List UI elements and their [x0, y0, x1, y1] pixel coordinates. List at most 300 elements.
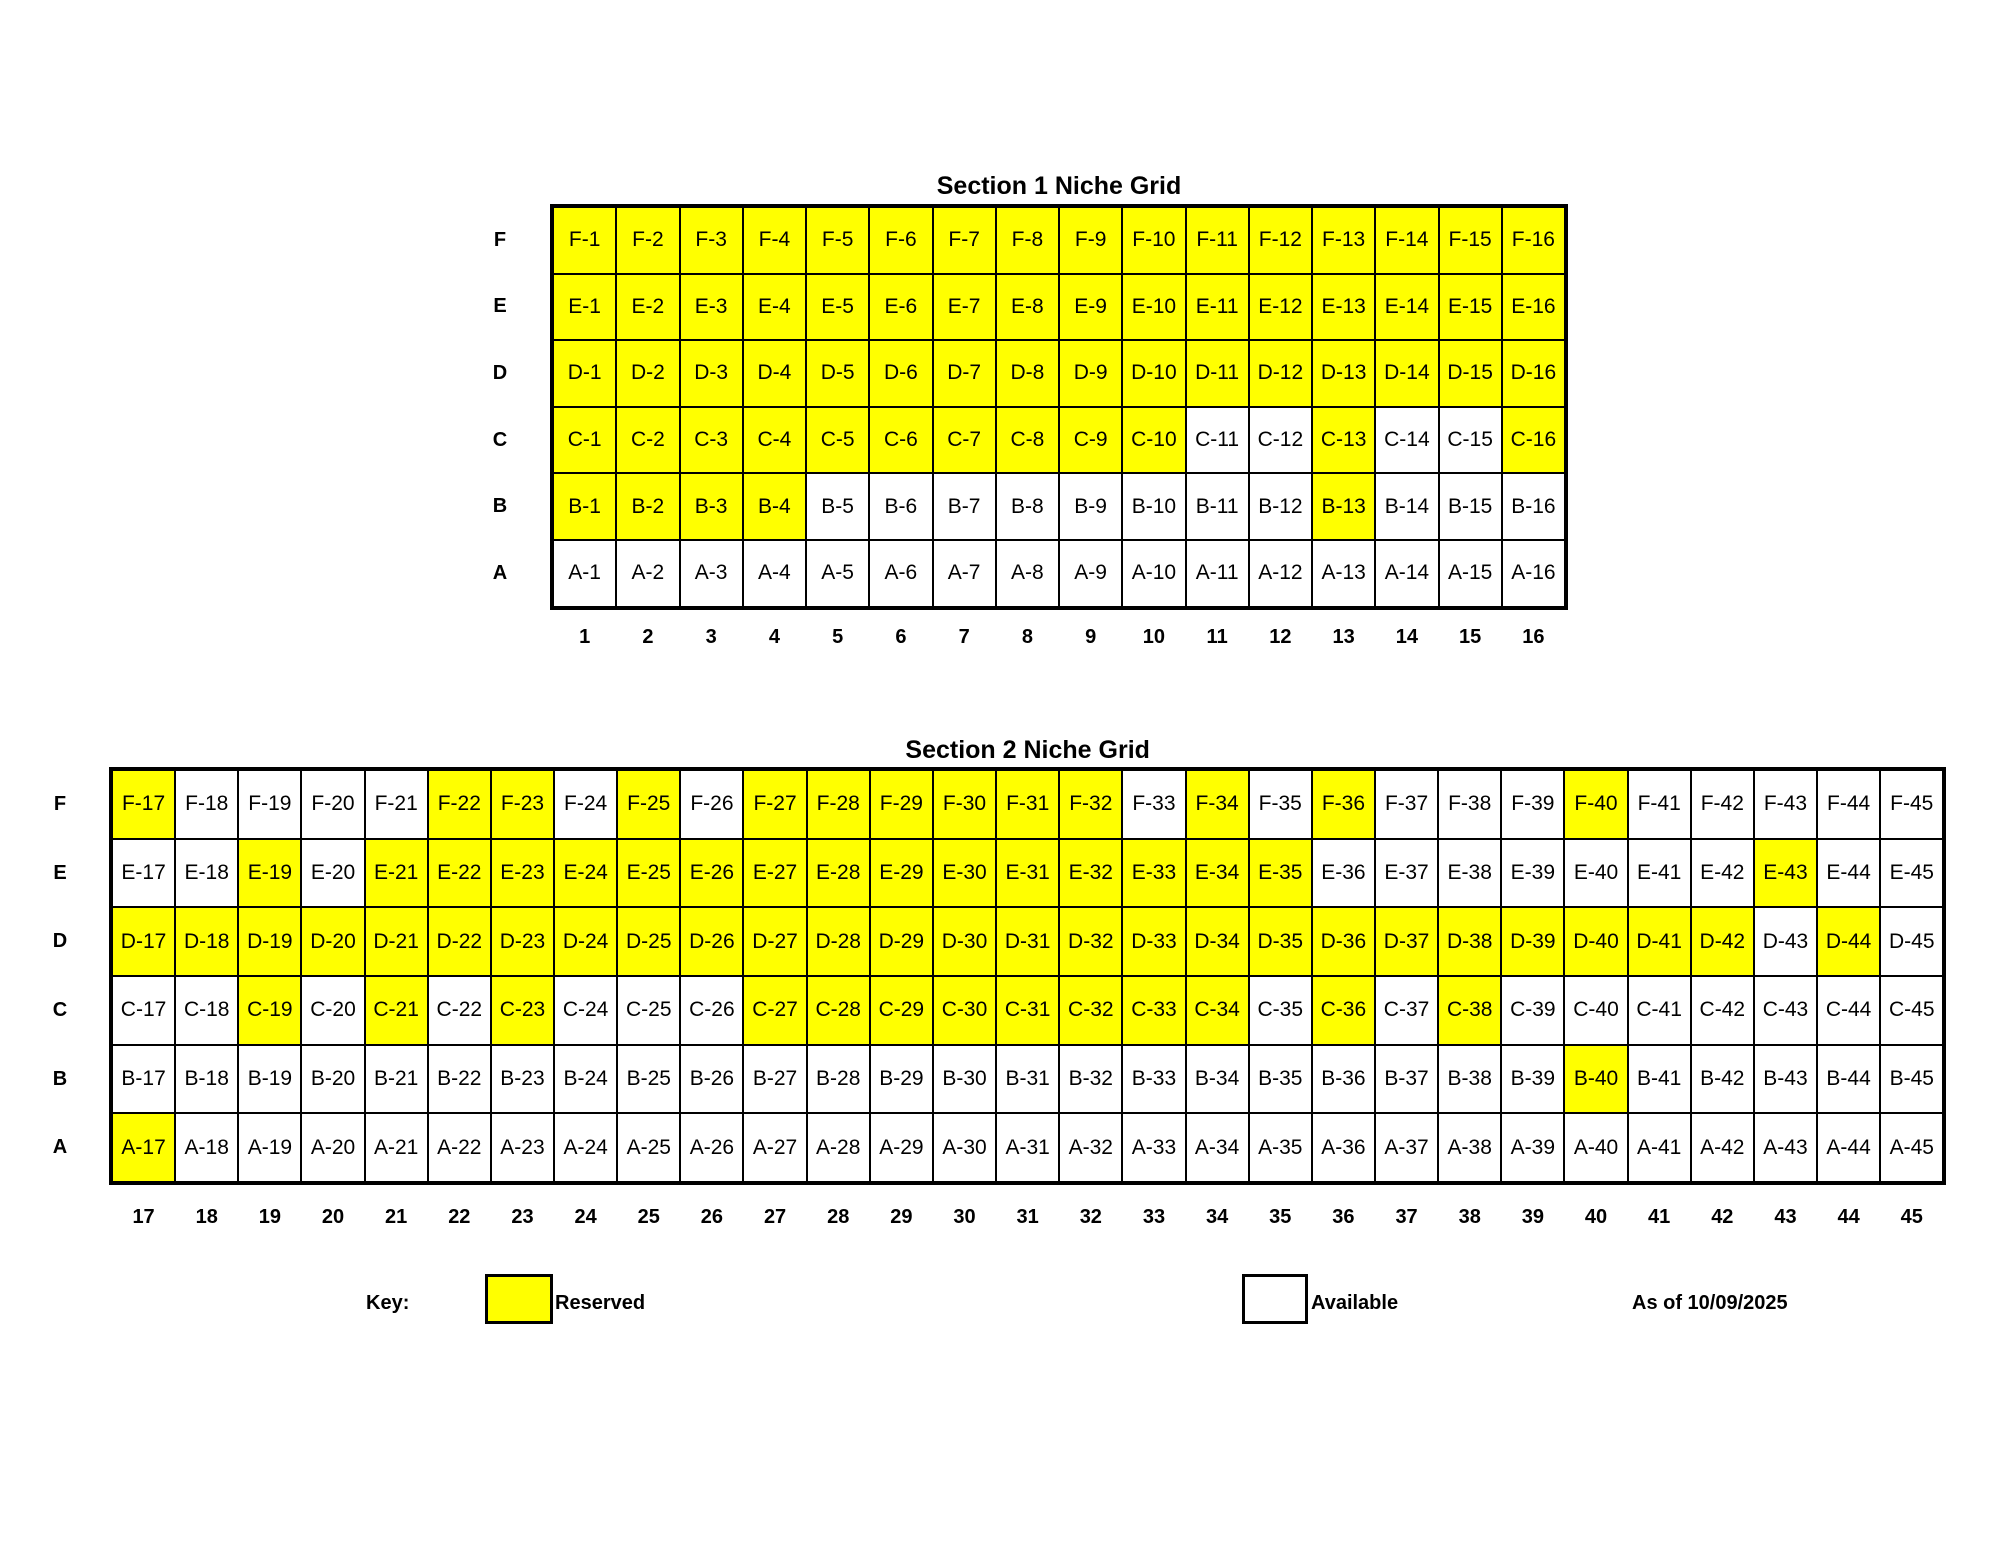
niche-cell-d-25: D-25 [617, 907, 680, 976]
row-label-f: F [493, 228, 507, 251]
column-label-32: 32 [1079, 1205, 1102, 1228]
niche-cell-c-10: C-10 [1122, 407, 1185, 474]
niche-cell-e-9: E-9 [1059, 274, 1122, 341]
niche-cell-b-45: B-45 [1880, 1045, 1943, 1114]
niche-cell-a-21: A-21 [365, 1113, 428, 1182]
niche-cell-f-41: F-41 [1628, 770, 1691, 839]
niche-cell-b-42: B-42 [1691, 1045, 1754, 1114]
niche-cell-d-15: D-15 [1439, 340, 1502, 407]
niche-cell-f-5: F-5 [806, 207, 869, 274]
niche-cell-c-39: C-39 [1501, 976, 1564, 1045]
niche-cell-b-11: B-11 [1186, 473, 1249, 540]
niche-cell-f-32: F-32 [1059, 770, 1122, 839]
column-label-24: 24 [574, 1205, 597, 1228]
niche-cell-d-5: D-5 [806, 340, 869, 407]
niche-cell-c-9: C-9 [1059, 407, 1122, 474]
reserved-label: Reserved [555, 1292, 646, 1314]
niche-cell-a-32: A-32 [1059, 1113, 1122, 1182]
niche-cell-a-26: A-26 [680, 1113, 743, 1182]
niche-cell-e-2: E-2 [616, 274, 679, 341]
niche-cell-a-2: A-2 [616, 540, 679, 607]
column-label-7: 7 [958, 625, 970, 648]
niche-cell-b-15: B-15 [1439, 473, 1502, 540]
niche-cell-c-1: C-1 [553, 407, 616, 474]
column-label-39: 39 [1521, 1205, 1544, 1228]
niche-cell-c-18: C-18 [175, 976, 238, 1045]
niche-cell-e-33: E-33 [1122, 839, 1185, 908]
niche-cell-d-28: D-28 [807, 907, 870, 976]
niche-cell-a-30: A-30 [933, 1113, 996, 1182]
niche-cell-b-40: B-40 [1564, 1045, 1627, 1114]
niche-cell-c-30: C-30 [933, 976, 996, 1045]
niche-cell-d-33: D-33 [1122, 907, 1185, 976]
niche-cell-c-3: C-3 [680, 407, 743, 474]
niche-cell-e-7: E-7 [933, 274, 996, 341]
niche-cell-a-18: A-18 [175, 1113, 238, 1182]
niche-cell-f-9: F-9 [1059, 207, 1122, 274]
niche-cell-e-24: E-24 [554, 839, 617, 908]
niche-cell-e-37: E-37 [1375, 839, 1438, 908]
niche-cell-f-4: F-4 [743, 207, 806, 274]
niche-cell-d-3: D-3 [680, 340, 743, 407]
niche-cell-d-27: D-27 [743, 907, 806, 976]
niche-cell-b-10: B-10 [1122, 473, 1185, 540]
niche-cell-c-44: C-44 [1817, 976, 1880, 1045]
column-label-16: 16 [1522, 625, 1545, 648]
niche-cell-c-2: C-2 [616, 407, 679, 474]
niche-cell-e-22: E-22 [428, 839, 491, 908]
niche-cell-f-19: F-19 [238, 770, 301, 839]
niche-cell-b-32: B-32 [1059, 1045, 1122, 1114]
niche-cell-f-25: F-25 [617, 770, 680, 839]
column-label-30: 30 [953, 1205, 976, 1228]
niche-cell-b-5: B-5 [806, 473, 869, 540]
available-label: Available [1311, 1292, 1399, 1314]
column-label-14: 14 [1395, 625, 1418, 648]
row-label-c: C [492, 428, 508, 451]
column-label-21: 21 [385, 1205, 408, 1228]
niche-cell-d-45: D-45 [1880, 907, 1943, 976]
niche-cell-b-25: B-25 [617, 1045, 680, 1114]
niche-cell-c-22: C-22 [428, 976, 491, 1045]
column-label-22: 22 [448, 1205, 471, 1228]
niche-cell-b-39: B-39 [1501, 1045, 1564, 1114]
niche-cell-e-14: E-14 [1375, 274, 1438, 341]
niche-cell-a-11: A-11 [1186, 540, 1249, 607]
niche-cell-b-34: B-34 [1186, 1045, 1249, 1114]
niche-cell-d-16: D-16 [1502, 340, 1565, 407]
niche-cell-b-31: B-31 [996, 1045, 1059, 1114]
niche-cell-e-17: E-17 [112, 839, 175, 908]
niche-cell-b-4: B-4 [743, 473, 806, 540]
niche-cell-b-9: B-9 [1059, 473, 1122, 540]
niche-cell-a-40: A-40 [1564, 1113, 1627, 1182]
niche-cell-b-23: B-23 [491, 1045, 554, 1114]
niche-cell-a-20: A-20 [301, 1113, 364, 1182]
niche-cell-c-24: C-24 [554, 976, 617, 1045]
niche-cell-e-10: E-10 [1122, 274, 1185, 341]
niche-cell-f-35: F-35 [1249, 770, 1312, 839]
niche-cell-f-27: F-27 [743, 770, 806, 839]
niche-cell-f-15: F-15 [1439, 207, 1502, 274]
niche-cell-f-43: F-43 [1754, 770, 1817, 839]
niche-cell-a-38: A-38 [1438, 1113, 1501, 1182]
niche-cell-a-41: A-41 [1628, 1113, 1691, 1182]
niche-cell-d-6: D-6 [869, 340, 932, 407]
niche-cell-b-7: B-7 [933, 473, 996, 540]
niche-cell-a-17: A-17 [112, 1113, 175, 1182]
niche-cell-b-33: B-33 [1122, 1045, 1185, 1114]
column-label-25: 25 [637, 1205, 660, 1228]
niche-cell-b-43: B-43 [1754, 1045, 1817, 1114]
niche-cell-d-10: D-10 [1122, 340, 1185, 407]
niche-cell-d-1: D-1 [553, 340, 616, 407]
niche-cell-a-5: A-5 [806, 540, 869, 607]
niche-cell-a-24: A-24 [554, 1113, 617, 1182]
column-label-17: 17 [132, 1205, 155, 1228]
niche-cell-c-8: C-8 [996, 407, 1059, 474]
niche-cell-f-8: F-8 [996, 207, 1059, 274]
column-label-12: 12 [1269, 625, 1292, 648]
row-label-d: D [492, 361, 508, 384]
niche-cell-a-8: A-8 [996, 540, 1059, 607]
column-label-44: 44 [1837, 1205, 1860, 1228]
niche-cell-d-42: D-42 [1691, 907, 1754, 976]
column-label-27: 27 [763, 1205, 787, 1228]
column-label-33: 33 [1142, 1205, 1166, 1228]
niche-cell-a-19: A-19 [238, 1113, 301, 1182]
niche-cell-c-38: C-38 [1438, 976, 1501, 1045]
niche-cell-d-20: D-20 [301, 907, 364, 976]
niche-cell-e-31: E-31 [996, 839, 1059, 908]
niche-cell-f-10: F-10 [1122, 207, 1185, 274]
niche-cell-f-3: F-3 [680, 207, 743, 274]
niche-cell-f-38: F-38 [1438, 770, 1501, 839]
niche-cell-c-15: C-15 [1439, 407, 1502, 474]
niche-cell-c-31: C-31 [996, 976, 1059, 1045]
row-label-a: A [52, 1136, 68, 1159]
niche-cell-f-30: F-30 [933, 770, 996, 839]
niche-cell-c-20: C-20 [301, 976, 364, 1045]
row-label-d: D [52, 930, 68, 953]
column-label-4: 4 [768, 625, 780, 648]
niche-cell-a-29: A-29 [870, 1113, 933, 1182]
niche-cell-c-26: C-26 [680, 976, 743, 1045]
niche-cell-a-10: A-10 [1122, 540, 1185, 607]
niche-cell-b-16: B-16 [1502, 473, 1565, 540]
niche-cell-a-12: A-12 [1249, 540, 1312, 607]
niche-cell-a-9: A-9 [1059, 540, 1122, 607]
niche-cell-e-29: E-29 [870, 839, 933, 908]
niche-cell-a-39: A-39 [1501, 1113, 1564, 1182]
column-label-2: 2 [642, 625, 654, 648]
niche-cell-a-34: A-34 [1186, 1113, 1249, 1182]
niche-cell-d-17: D-17 [112, 907, 175, 976]
column-label-6: 6 [895, 625, 907, 648]
niche-cell-f-36: F-36 [1312, 770, 1375, 839]
niche-cell-b-18: B-18 [175, 1045, 238, 1114]
niche-cell-b-21: B-21 [365, 1045, 428, 1114]
niche-cell-b-29: B-29 [870, 1045, 933, 1114]
column-label-28: 28 [827, 1205, 850, 1228]
niche-cell-b-36: B-36 [1312, 1045, 1375, 1114]
niche-cell-b-17: B-17 [112, 1045, 175, 1114]
row-label-e: E [53, 861, 67, 884]
niche-cell-f-45: F-45 [1880, 770, 1943, 839]
column-label-15: 15 [1459, 625, 1482, 648]
niche-cell-f-7: F-7 [933, 207, 996, 274]
niche-cell-b-38: B-38 [1438, 1045, 1501, 1114]
niche-cell-f-14: F-14 [1375, 207, 1438, 274]
niche-cell-d-21: D-21 [365, 907, 428, 976]
niche-cell-e-36: E-36 [1312, 839, 1375, 908]
niche-cell-e-40: E-40 [1564, 839, 1627, 908]
niche-cell-c-43: C-43 [1754, 976, 1817, 1045]
niche-cell-e-44: E-44 [1817, 839, 1880, 908]
column-label-29: 29 [890, 1205, 913, 1228]
column-label-34: 34 [1205, 1205, 1229, 1228]
niche-cell-c-29: C-29 [870, 976, 933, 1045]
niche-cell-f-21: F-21 [365, 770, 428, 839]
niche-cell-f-13: F-13 [1312, 207, 1375, 274]
niche-cell-a-22: A-22 [428, 1113, 491, 1182]
niche-cell-e-16: E-16 [1502, 274, 1565, 341]
niche-cell-d-4: D-4 [743, 340, 806, 407]
niche-cell-b-8: B-8 [996, 473, 1059, 540]
niche-cell-f-28: F-28 [807, 770, 870, 839]
niche-cell-b-1: B-1 [553, 473, 616, 540]
niche-cell-f-40: F-40 [1564, 770, 1627, 839]
column-label-19: 19 [258, 1205, 281, 1228]
niche-cell-d-7: D-7 [933, 340, 996, 407]
niche-cell-d-36: D-36 [1312, 907, 1375, 976]
niche-cell-d-30: D-30 [933, 907, 996, 976]
niche-cell-b-22: B-22 [428, 1045, 491, 1114]
niche-cell-d-40: D-40 [1564, 907, 1627, 976]
niche-cell-c-40: C-40 [1564, 976, 1627, 1045]
niche-cell-c-36: C-36 [1312, 976, 1375, 1045]
niche-cell-b-27: B-27 [743, 1045, 806, 1114]
niche-cell-b-30: B-30 [933, 1045, 996, 1114]
niche-cell-a-14: A-14 [1375, 540, 1438, 607]
niche-cell-a-15: A-15 [1439, 540, 1502, 607]
column-label-5: 5 [832, 625, 844, 648]
niche-cell-c-37: C-37 [1375, 976, 1438, 1045]
niche-cell-c-45: C-45 [1880, 976, 1943, 1045]
niche-cell-c-33: C-33 [1122, 976, 1185, 1045]
column-label-31: 31 [1016, 1205, 1039, 1228]
niche-cell-d-18: D-18 [175, 907, 238, 976]
niche-cell-a-27: A-27 [743, 1113, 806, 1182]
available-swatch [1242, 1274, 1308, 1324]
niche-cell-d-39: D-39 [1501, 907, 1564, 976]
niche-cell-d-24: D-24 [554, 907, 617, 976]
niche-cell-d-8: D-8 [996, 340, 1059, 407]
niche-cell-d-11: D-11 [1186, 340, 1249, 407]
niche-cell-a-13: A-13 [1312, 540, 1375, 607]
niche-cell-c-42: C-42 [1691, 976, 1754, 1045]
niche-cell-e-32: E-32 [1059, 839, 1122, 908]
niche-cell-b-24: B-24 [554, 1045, 617, 1114]
column-label-36: 36 [1332, 1205, 1355, 1228]
column-label-37: 37 [1395, 1205, 1418, 1228]
niche-cell-c-19: C-19 [238, 976, 301, 1045]
niche-cell-d-22: D-22 [428, 907, 491, 976]
niche-cell-f-29: F-29 [870, 770, 933, 839]
niche-cell-c-25: C-25 [617, 976, 680, 1045]
column-label-10: 10 [1142, 625, 1165, 648]
niche-cell-a-43: A-43 [1754, 1113, 1817, 1182]
niche-cell-b-6: B-6 [869, 473, 932, 540]
niche-cell-c-11: C-11 [1186, 407, 1249, 474]
niche-cell-e-30: E-30 [933, 839, 996, 908]
niche-cell-c-35: C-35 [1249, 976, 1312, 1045]
niche-cell-a-44: A-44 [1817, 1113, 1880, 1182]
column-label-23: 23 [511, 1205, 534, 1228]
niche-cell-b-44: B-44 [1817, 1045, 1880, 1114]
niche-cell-e-39: E-39 [1501, 839, 1564, 908]
niche-cell-c-34: C-34 [1186, 976, 1249, 1045]
niche-cell-b-28: B-28 [807, 1045, 870, 1114]
column-label-40: 40 [1584, 1205, 1608, 1228]
niche-cell-b-12: B-12 [1249, 473, 1312, 540]
niche-cell-e-6: E-6 [869, 274, 932, 341]
niche-cell-f-22: F-22 [428, 770, 491, 839]
niche-cell-e-20: E-20 [301, 839, 364, 908]
niche-cell-a-3: A-3 [680, 540, 743, 607]
reserved-swatch [485, 1274, 553, 1324]
niche-cell-e-3: E-3 [680, 274, 743, 341]
niche-cell-f-6: F-6 [869, 207, 932, 274]
niche-cell-a-25: A-25 [617, 1113, 680, 1182]
niche-cell-f-31: F-31 [996, 770, 1059, 839]
niche-cell-e-26: E-26 [680, 839, 743, 908]
niche-cell-d-12: D-12 [1249, 340, 1312, 407]
niche-cell-e-8: E-8 [996, 274, 1059, 341]
niche-cell-e-18: E-18 [175, 839, 238, 908]
niche-cell-b-41: B-41 [1628, 1045, 1691, 1114]
niche-cell-e-12: E-12 [1249, 274, 1312, 341]
niche-cell-e-19: E-19 [238, 839, 301, 908]
column-label-8: 8 [1021, 625, 1033, 648]
as-of-date: As of 10/09/2025 [1632, 1292, 1788, 1314]
niche-cell-f-20: F-20 [301, 770, 364, 839]
niche-cell-e-27: E-27 [743, 839, 806, 908]
niche-cell-b-37: B-37 [1375, 1045, 1438, 1114]
niche-cell-d-23: D-23 [491, 907, 554, 976]
column-label-43: 43 [1774, 1205, 1797, 1228]
niche-cell-a-45: A-45 [1880, 1113, 1943, 1182]
niche-cell-c-27: C-27 [743, 976, 806, 1045]
row-label-a: A [492, 561, 508, 584]
niche-cell-f-33: F-33 [1122, 770, 1185, 839]
niche-cell-d-37: D-37 [1375, 907, 1438, 976]
niche-cell-b-13: B-13 [1312, 473, 1375, 540]
niche-cell-e-45: E-45 [1880, 839, 1943, 908]
niche-cell-b-35: B-35 [1249, 1045, 1312, 1114]
niche-cell-f-18: F-18 [175, 770, 238, 839]
row-label-b: B [52, 1067, 68, 1090]
niche-cell-c-12: C-12 [1249, 407, 1312, 474]
niche-cell-f-1: F-1 [553, 207, 616, 274]
niche-cell-e-5: E-5 [806, 274, 869, 341]
niche-cell-d-32: D-32 [1059, 907, 1122, 976]
niche-cell-d-38: D-38 [1438, 907, 1501, 976]
row-label-b: B [492, 495, 508, 518]
niche-cell-f-44: F-44 [1817, 770, 1880, 839]
niche-cell-a-28: A-28 [807, 1113, 870, 1182]
niche-cell-c-23: C-23 [491, 976, 554, 1045]
niche-cell-f-17: F-17 [112, 770, 175, 839]
niche-grid [550, 204, 1568, 610]
column-label-41: 41 [1648, 1205, 1671, 1228]
column-label-18: 18 [195, 1205, 218, 1228]
niche-cell-b-20: B-20 [301, 1045, 364, 1114]
niche-cell-e-21: E-21 [365, 839, 428, 908]
niche-cell-e-4: E-4 [743, 274, 806, 341]
niche-cell-c-17: C-17 [112, 976, 175, 1045]
niche-cell-e-15: E-15 [1439, 274, 1502, 341]
niche-cell-b-2: B-2 [616, 473, 679, 540]
niche-cell-c-21: C-21 [365, 976, 428, 1045]
niche-cell-c-16: C-16 [1502, 407, 1565, 474]
niche-cell-e-1: E-1 [553, 274, 616, 341]
niche-cell-e-28: E-28 [807, 839, 870, 908]
niche-cell-e-35: E-35 [1249, 839, 1312, 908]
niche-cell-c-41: C-41 [1628, 976, 1691, 1045]
niche-cell-a-35: A-35 [1249, 1113, 1312, 1182]
section-title: Section 2 Niche Grid [905, 736, 1150, 764]
niche-cell-f-26: F-26 [680, 770, 743, 839]
niche-cell-c-4: C-4 [743, 407, 806, 474]
niche-cell-f-34: F-34 [1186, 770, 1249, 839]
niche-cell-d-14: D-14 [1375, 340, 1438, 407]
niche-cell-e-11: E-11 [1186, 274, 1249, 341]
column-label-45: 45 [1900, 1205, 1923, 1228]
niche-cell-d-29: D-29 [870, 907, 933, 976]
niche-cell-d-9: D-9 [1059, 340, 1122, 407]
column-label-13: 13 [1332, 625, 1355, 648]
niche-cell-f-37: F-37 [1375, 770, 1438, 839]
niche-cell-e-42: E-42 [1691, 839, 1754, 908]
niche-cell-a-36: A-36 [1312, 1113, 1375, 1182]
niche-cell-e-34: E-34 [1186, 839, 1249, 908]
niche-cell-a-33: A-33 [1122, 1113, 1185, 1182]
niche-cell-d-26: D-26 [680, 907, 743, 976]
niche-cell-a-42: A-42 [1691, 1113, 1754, 1182]
niche-cell-d-31: D-31 [996, 907, 1059, 976]
niche-cell-a-23: A-23 [491, 1113, 554, 1182]
niche-cell-f-11: F-11 [1186, 207, 1249, 274]
niche-cell-c-5: C-5 [806, 407, 869, 474]
niche-cell-e-41: E-41 [1628, 839, 1691, 908]
column-label-38: 38 [1458, 1205, 1481, 1228]
niche-cell-b-3: B-3 [680, 473, 743, 540]
niche-cell-d-2: D-2 [616, 340, 679, 407]
column-label-20: 20 [321, 1205, 345, 1228]
niche-cell-a-31: A-31 [996, 1113, 1059, 1182]
niche-cell-d-43: D-43 [1754, 907, 1817, 976]
niche-cell-c-6: C-6 [869, 407, 932, 474]
row-label-f: F [53, 792, 67, 815]
niche-cell-b-26: B-26 [680, 1045, 743, 1114]
niche-cell-d-19: D-19 [238, 907, 301, 976]
niche-cell-a-1: A-1 [553, 540, 616, 607]
niche-cell-a-16: A-16 [1502, 540, 1565, 607]
niche-cell-e-38: E-38 [1438, 839, 1501, 908]
niche-cell-d-13: D-13 [1312, 340, 1375, 407]
section-title: Section 1 Niche Grid [936, 172, 1182, 200]
